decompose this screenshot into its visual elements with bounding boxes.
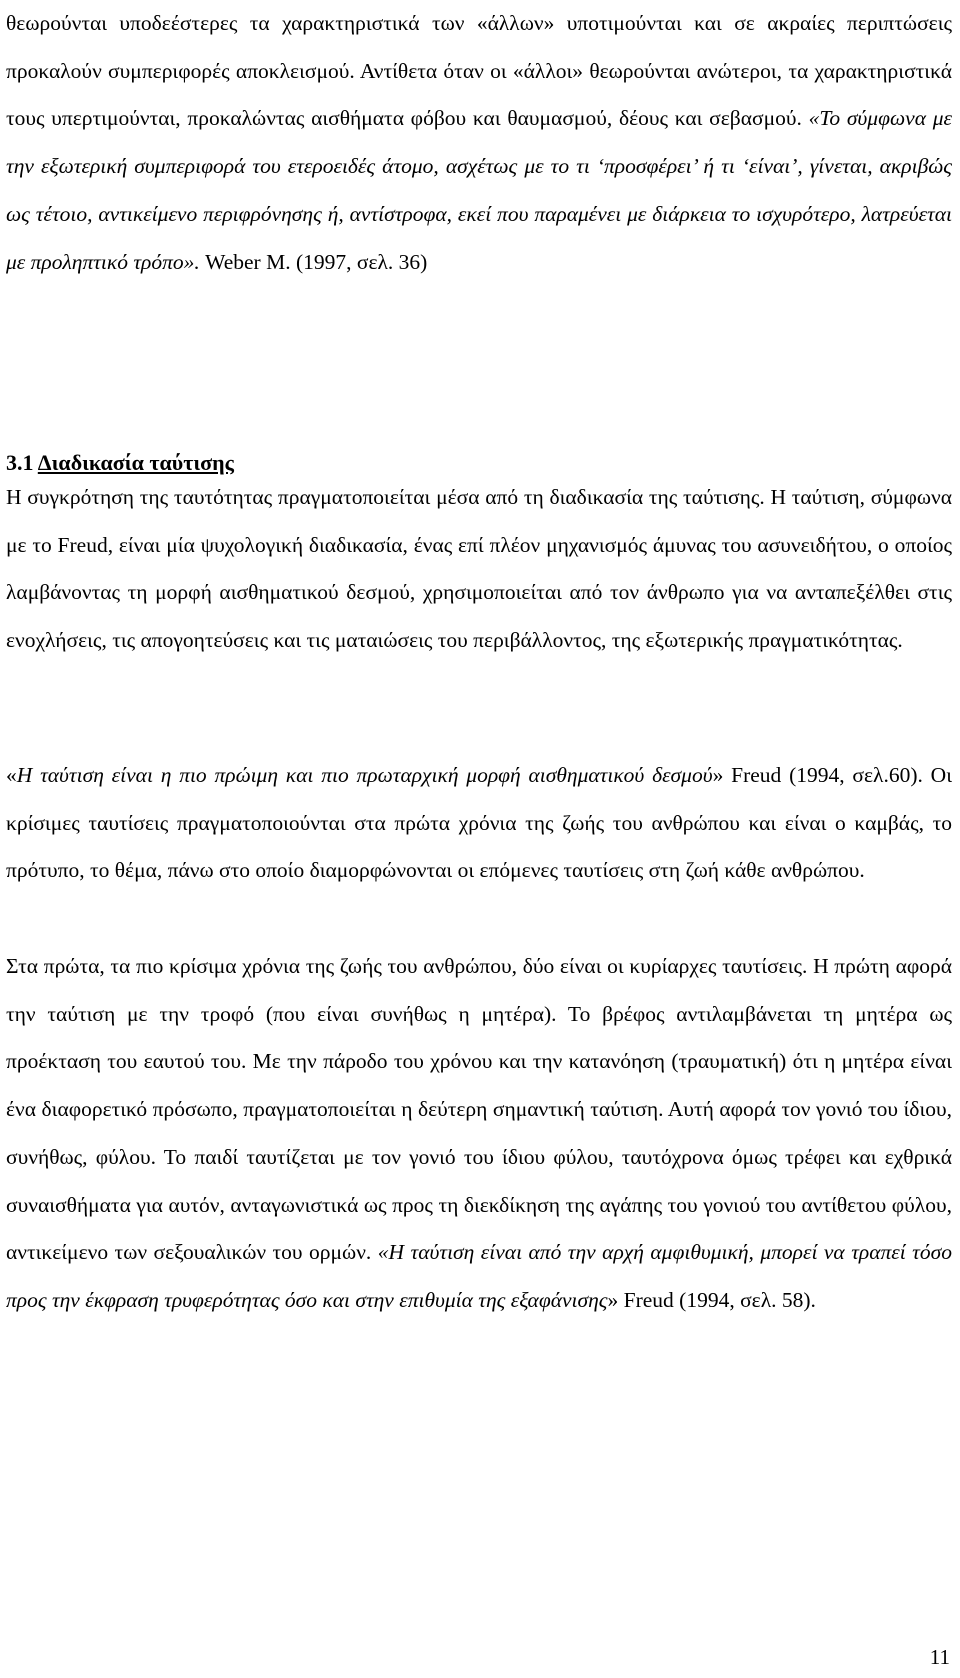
paragraph-text: θεωρούνται υποδεέστερες τα χαρακτηριστικά των «άλλων» υποτιμούνται και σε ακραίες περιπτώσεις προκαλούν συμπεριφορές αποκλεισμού. Αντίθετα όταν οι «άλλοι» θεωρούνται ανώτεροι, τα χαρακτηριστικά τους υπερτιμούνται, προκαλώντας αισθήματα φόβου και θαυμασμού, δέους και σεβασμού. [6,11,952,131]
paragraph-critical-identifications [6,943,952,1325]
paragraph-freud-quote [6,752,952,895]
weber-quote: «Το σύμφωνα με την εξωτερική συμπεριφορά του ετεροειδές άτομο, ασχέτως με το τι ‘προσφέρει’ ή τι ‘είναι’, γίνεται, ακριβώς ως τέτοιο, αντικείμενο περιφρόνησης ή, αντίστροφα, εκεί που παραμένει με διάρκεια το ισχυρότερο, λατρεύεται με προληπτικό τρόπο». [6,106,952,274]
page-number: 11 [929,1645,950,1669]
quote-open: « [6,763,17,787]
paragraph-text: Στα πρώτα, τα πιο κρίσιμα χρόνια της ζωής του ανθρώπου, δύο είναι οι κυρίαρχες ταυτίσεις. Η πρώτη αφορά την ταύτιση με την τροφό (που είναι συνήθως η μητέρα). Το βρέφος αντιλαμβάνεται τη μητέρα ως προέκταση του εαυτού του. Με την πάροδο του χρόνου και την κατανόηση (τραυματική) ότι η μητέρα είναι ένα διαφορετικό πρόσωπο, πραγματοποιείται η δεύτερη σημαντική ταύτιση. Αυτή αφορά τον γονιό του ίδιου, συνήθως, φύλου. Το παιδί ταυτίζεται με τον γονιό του ίδιου φύλου, ταυτόχρονα όμως τρέφει και εχθρικά συναισθήματα για αυτόν, ανταγωνιστικά ως προς τη διεκδίκηση της αγάπης του γονιού του αντίθετου φύλου, αντικείμενο των σεξουαλικών του ορμών. [6,954,952,1265]
section-heading [6,450,234,476]
freud-citation: » Freud (1994, σελ. 58). [607,1287,816,1312]
weber-citation: Weber M. (1997, σελ. 36) [199,249,428,274]
paragraph-identification [6,474,952,665]
paragraph-intro [6,0,952,286]
paragraph-text: Η συγκρότηση της ταυτότητας πραγματοποιείται μέσα από τη διαδικασία της ταύτισης. Η ταύτιση, σύμφωνα με το Freud, είναι μία ψυχολογική διαδικασία, ένας επί πλέον μηχανισμός άμυνας του ασυνειδήτου, ο οποίος λαμβάνοντας τη μορφή αισθηματικού δεσμού, χρησιμοποιείται από τον άνθρωπο για να ανταπεξέλθει στις ενοχλήσεις, τις απογοητεύσεις και τις ματαιώσεις του περιβάλλοντος, της εξωτερικής πραγματικότητας. [6,485,952,653]
section-title: Διαδικασία ταύτισης [37,450,234,475]
section-number: 3.1 [6,450,38,475]
freud-quote-2: «Η ταύτιση είναι από την αρχή αμφιθυμική, μπορεί να τραπεί τόσο προς την έκφραση τρυφερότητας όσο και στην επιθυμία της εξαφάνισης [6,1240,952,1312]
paragraph-text: » Freud (1994, σελ.60). Οι κρίσιμες ταυτίσεις πραγματοποιούνται στα πρώτα χρόνια της ζωής του ανθρώπου και είναι ο καμβάς, το πρότυπο, το θέμα, πάνω στο οποίο διαμορφώνονται οι επόμενες ταυτίσεις στη ζωή κάθε ανθρώπου. [6,763,952,883]
freud-quote: Η ταύτιση είναι η πιο πρώιμη και πιο πρωταρχική μορφή αισθηματικού δεσμού [16,763,713,787]
